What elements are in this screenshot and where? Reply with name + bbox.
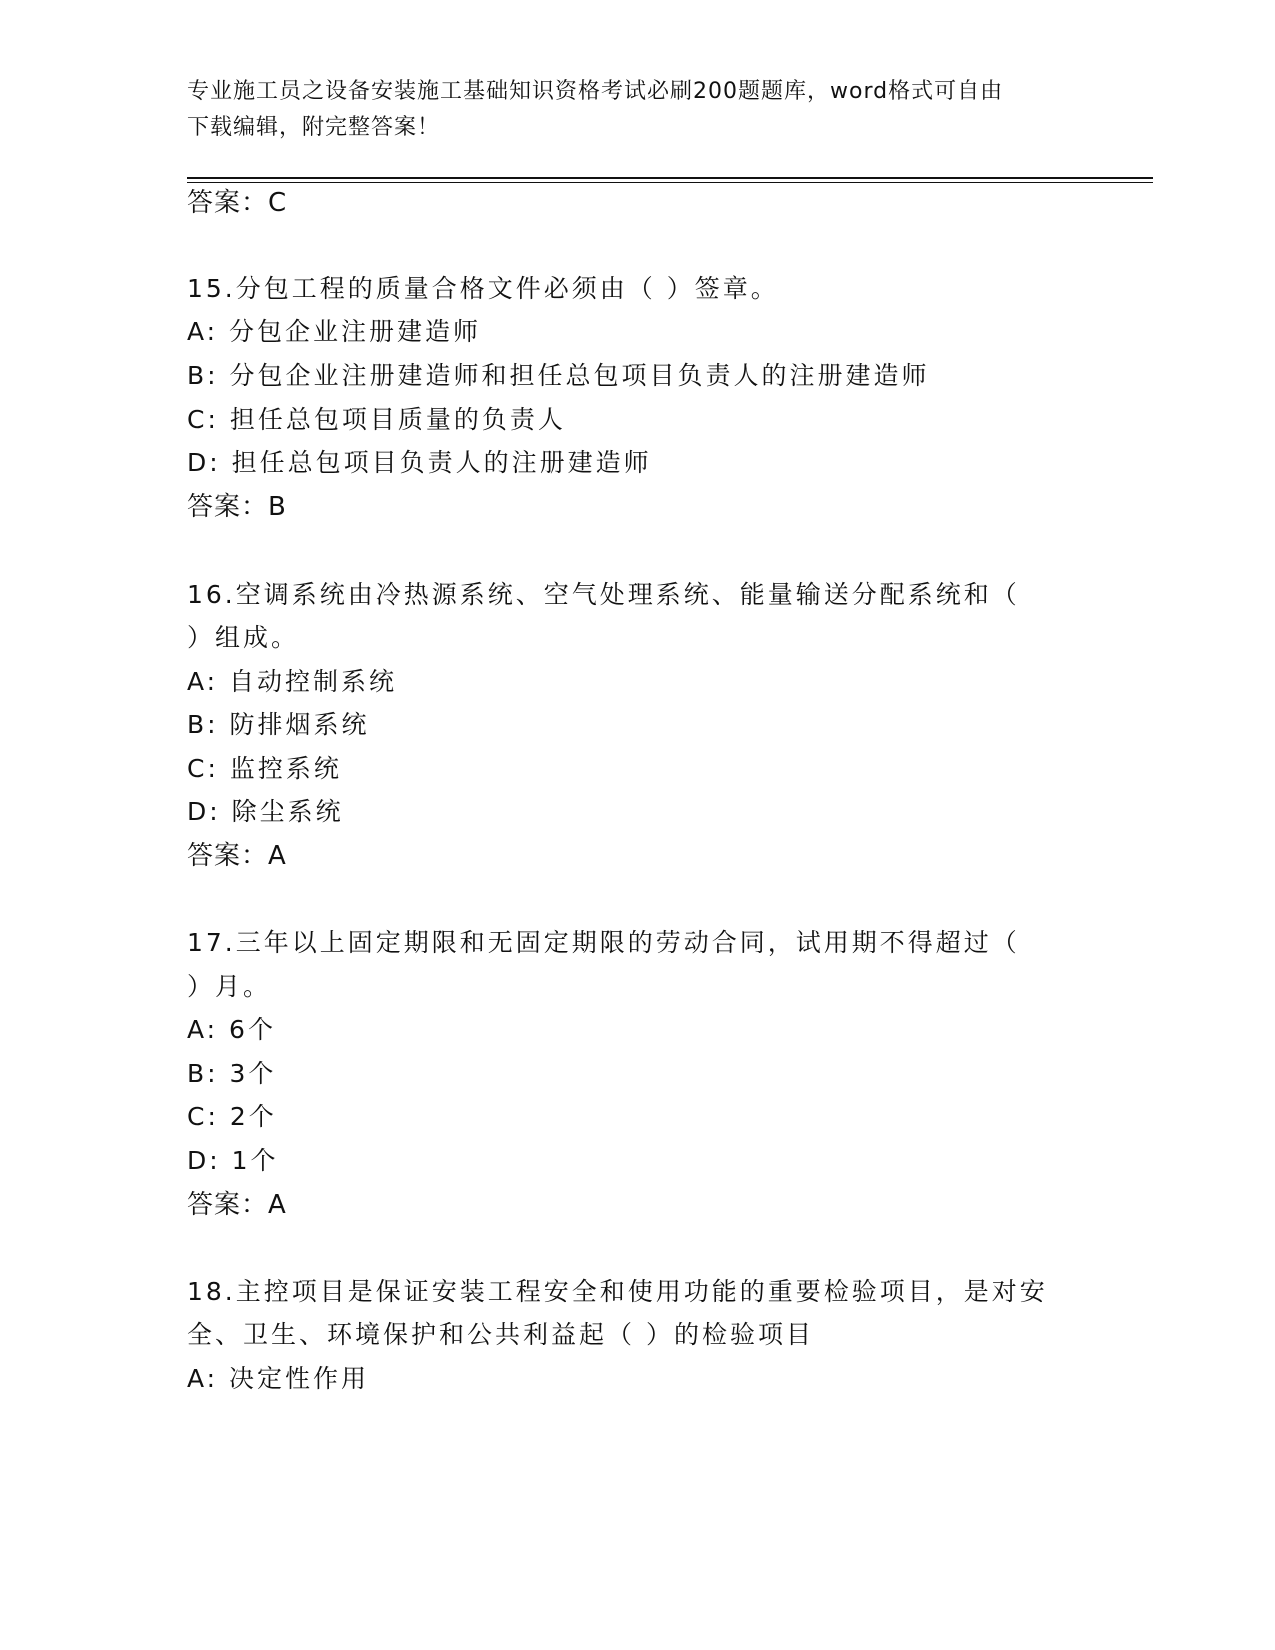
- question-16-stem-line-1: 16.空调系统由冷热源系统、空气处理系统、能量输送分配系统和（: [187, 580, 1020, 609]
- question-16-answer: 答案：A: [187, 841, 287, 871]
- header-line-1: 专业施工员之设备安装施工基础知识资格考试必刷200题题库，word格式可自由: [187, 79, 1004, 104]
- question-18-stem-line-1: 18.主控项目是保证安装工程安全和使用功能的重要检验项目，是对安: [187, 1277, 1048, 1306]
- question-17-option-b: B: 3个: [187, 1059, 277, 1088]
- question-15-option-a: A: 分包企业注册建造师: [187, 317, 482, 346]
- question-15-option-b: B: 分包企业注册建造师和担任总包项目负责人的注册建造师: [187, 361, 930, 390]
- question-16-option-d: D: 除尘系统: [187, 797, 344, 826]
- header-line-2: 下载编辑，附完整答案！: [187, 115, 441, 140]
- question-18-stem-line-2: 全、卫生、环境保护和公共利益起（ ）的检验项目: [187, 1320, 814, 1349]
- document-header: [187, 74, 1067, 146]
- question-17-stem-line-1: 17.三年以上固定期限和无固定期限的劳动合同，试用期不得超过（: [187, 928, 1020, 957]
- question-17-answer: 答案：A: [187, 1190, 287, 1220]
- question-16-option-b: B: 防排烟系统: [187, 710, 370, 739]
- header-divider-thin: [187, 182, 1153, 183]
- question-16-option-c: C: 监控系统: [187, 754, 342, 783]
- question-16-option-a: A: 自动控制系统: [187, 667, 398, 696]
- question-17-option-d: D: 1个: [187, 1146, 279, 1175]
- question-15-option-c: C: 担任总包项目质量的负责人: [187, 405, 566, 434]
- question-15-answer: 答案：B: [187, 492, 287, 522]
- question-17-option-c: C: 2个: [187, 1102, 277, 1131]
- question-17-stem-line-2: ）月。: [187, 972, 272, 1001]
- question-16-stem-line-2: ）组成。: [187, 623, 300, 652]
- question-18-option-a: A: 决定性作用: [187, 1364, 370, 1393]
- question-15-option-d: D: 担任总包项目负责人的注册建造师: [187, 448, 652, 477]
- header-divider-thick: [187, 177, 1153, 179]
- answer-previous: 答案：C: [187, 188, 288, 218]
- question-15-stem: 15.分包工程的质量合格文件必须由（ ）签章。: [187, 274, 779, 303]
- question-17-option-a: A: 6个: [187, 1015, 276, 1044]
